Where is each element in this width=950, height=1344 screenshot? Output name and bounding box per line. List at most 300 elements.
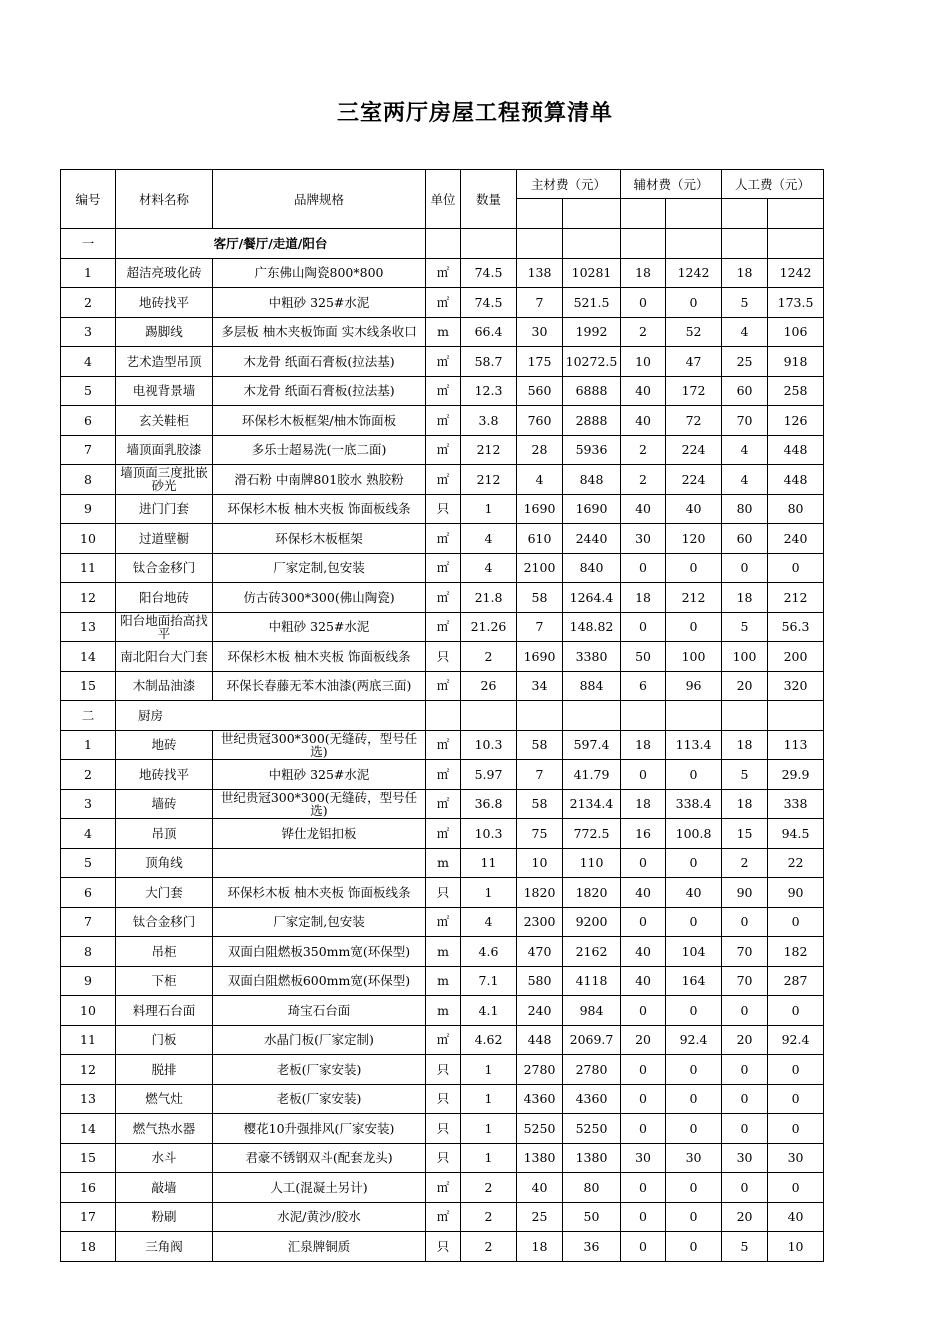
cell-unit: m xyxy=(426,937,461,967)
cell-labor-total: 0 xyxy=(768,996,824,1026)
table-row xyxy=(61,907,824,937)
cell-main-total: 772.5 xyxy=(563,819,621,849)
table-row xyxy=(61,583,824,613)
cell-labor-total: 106 xyxy=(768,317,824,347)
cell-labor-price: 2 xyxy=(722,848,768,878)
cell-main-total: 4118 xyxy=(563,966,621,996)
cell-spec: 厂家定制,包安装 xyxy=(213,907,426,937)
cell-qty: 212 xyxy=(461,465,517,495)
cell-aux-price: 0 xyxy=(621,848,666,878)
cell-main-total: 884 xyxy=(563,671,621,701)
cell-labor-total: 1242 xyxy=(768,258,824,288)
cell-spec: 滑石粉 中南牌801胶水 熟胶粉 xyxy=(213,465,426,495)
cell-aux-total: 96 xyxy=(666,671,722,701)
cell-unit: 只 xyxy=(426,494,461,524)
cell-qty: 5.97 xyxy=(461,760,517,790)
cell-labor-price: 25 xyxy=(722,347,768,377)
cell-aux-total: 40 xyxy=(666,494,722,524)
cell-main-total: 597.4 xyxy=(563,730,621,760)
cell-main-price: 25 xyxy=(517,1202,563,1232)
empty-cell xyxy=(666,229,722,259)
table-row xyxy=(61,1143,824,1173)
table-row xyxy=(61,494,824,524)
cell-aux-total: 0 xyxy=(666,1232,722,1262)
cell-main-price: 610 xyxy=(517,524,563,554)
cell-main-price: 7 xyxy=(517,612,563,642)
section-row xyxy=(61,701,824,731)
cell-qty: 212 xyxy=(461,435,517,465)
cell-main-price: 7 xyxy=(517,760,563,790)
cell-aux-price: 18 xyxy=(621,730,666,760)
cell-labor-total: 173.5 xyxy=(768,288,824,318)
cell-labor-total: 258 xyxy=(768,376,824,406)
cell-labor-total: 240 xyxy=(768,524,824,554)
cell-spec: 世纪贵冠300*300(无缝砖，型号任选) xyxy=(213,730,426,760)
cell-labor-total: 0 xyxy=(768,1055,824,1085)
table-row xyxy=(61,937,824,967)
cell-labor-price: 0 xyxy=(722,907,768,937)
cell-labor-price: 60 xyxy=(722,524,768,554)
cell-aux-total: 47 xyxy=(666,347,722,377)
header-main-total xyxy=(563,199,621,229)
cell-labor-total: 90 xyxy=(768,878,824,908)
cell-material: 大门套 xyxy=(116,878,213,908)
cell-main-price: 34 xyxy=(517,671,563,701)
cell-aux-price: 0 xyxy=(621,760,666,790)
cell-labor-total: 200 xyxy=(768,642,824,672)
cell-aux-price: 0 xyxy=(621,612,666,642)
table-row xyxy=(61,288,824,318)
cell-main-total: 6888 xyxy=(563,376,621,406)
cell-material: 钛合金移门 xyxy=(116,907,213,937)
cell-main-total: 3380 xyxy=(563,642,621,672)
cell-qty: 4 xyxy=(461,524,517,554)
cell-labor-price: 0 xyxy=(722,553,768,583)
cell-aux-total: 100.8 xyxy=(666,819,722,849)
cell-aux-total: 92.4 xyxy=(666,1025,722,1055)
cell-material: 墙砖 xyxy=(116,789,213,819)
cell-spec: 水晶门板(厂家定制) xyxy=(213,1025,426,1055)
cell-labor-price: 5 xyxy=(722,1232,768,1262)
cell-unit: ㎡ xyxy=(426,583,461,613)
cell-spec: 老板(厂家安装) xyxy=(213,1084,426,1114)
cell-aux-price: 0 xyxy=(621,1055,666,1085)
table-row xyxy=(61,1055,824,1085)
cell-material: 南北阳台大门套 xyxy=(116,642,213,672)
cell-unit: 只 xyxy=(426,1055,461,1085)
cell-unit: ㎡ xyxy=(426,819,461,849)
table-row xyxy=(61,1025,824,1055)
cell-main-total: 41.79 xyxy=(563,760,621,790)
cell-main-total: 840 xyxy=(563,553,621,583)
cell-aux-total: 113.4 xyxy=(666,730,722,760)
cell-unit: ㎡ xyxy=(426,612,461,642)
cell-no: 2 xyxy=(61,760,116,790)
cell-qty: 1 xyxy=(461,1114,517,1144)
empty-cell xyxy=(563,229,621,259)
cell-unit: m xyxy=(426,848,461,878)
cell-unit: ㎡ xyxy=(426,347,461,377)
cell-spec: 中粗砂 325#水泥 xyxy=(213,760,426,790)
cell-unit: ㎡ xyxy=(426,1202,461,1232)
cell-main-price: 1380 xyxy=(517,1143,563,1173)
cell-aux-total: 0 xyxy=(666,612,722,642)
cell-main-price: 240 xyxy=(517,996,563,1026)
cell-labor-total: 338 xyxy=(768,789,824,819)
cell-main-total: 36 xyxy=(563,1232,621,1262)
cell-aux-price: 20 xyxy=(621,1025,666,1055)
cell-labor-price: 0 xyxy=(722,1114,768,1144)
cell-aux-price: 0 xyxy=(621,1114,666,1144)
cell-labor-total: 0 xyxy=(768,1084,824,1114)
cell-labor-price: 0 xyxy=(722,996,768,1026)
table-row xyxy=(61,376,824,406)
cell-aux-total: 0 xyxy=(666,1202,722,1232)
empty-cell xyxy=(666,701,722,731)
cell-unit: ㎡ xyxy=(426,465,461,495)
cell-main-total: 110 xyxy=(563,848,621,878)
cell-main-price: 560 xyxy=(517,376,563,406)
cell-aux-price: 2 xyxy=(621,465,666,495)
cell-spec: 人工(混凝土另计) xyxy=(213,1173,426,1203)
cell-unit: ㎡ xyxy=(426,406,461,436)
cell-labor-total: 448 xyxy=(768,465,824,495)
section-title: 客厅/餐厅/走道/阳台 xyxy=(116,229,426,259)
cell-labor-price: 0 xyxy=(722,1055,768,1085)
cell-labor-total: 0 xyxy=(768,553,824,583)
cell-labor-total: 80 xyxy=(768,494,824,524)
cell-labor-price: 18 xyxy=(722,730,768,760)
cell-labor-price: 0 xyxy=(722,1084,768,1114)
cell-qty: 10.3 xyxy=(461,819,517,849)
cell-no: 5 xyxy=(61,376,116,406)
cell-aux-price: 6 xyxy=(621,671,666,701)
header-no: 编号 xyxy=(61,170,116,229)
cell-main-price: 1820 xyxy=(517,878,563,908)
cell-qty: 4.6 xyxy=(461,937,517,967)
cell-unit: ㎡ xyxy=(426,1025,461,1055)
cell-no: 18 xyxy=(61,1232,116,1262)
section-title: 厨房 xyxy=(116,701,426,731)
cell-labor-total: 448 xyxy=(768,435,824,465)
cell-spec: 木龙骨 纸面石膏板(拉法基) xyxy=(213,376,426,406)
cell-spec: 多乐士超易洗(一底二面) xyxy=(213,435,426,465)
cell-aux-total: 0 xyxy=(666,1114,722,1144)
cell-no: 12 xyxy=(61,583,116,613)
cell-aux-price: 40 xyxy=(621,966,666,996)
cell-qty: 1 xyxy=(461,1084,517,1114)
cell-aux-total: 224 xyxy=(666,465,722,495)
cell-main-total: 2780 xyxy=(563,1055,621,1085)
cell-spec: 君豪不锈钢双斗(配套龙头) xyxy=(213,1143,426,1173)
cell-aux-total: 224 xyxy=(666,435,722,465)
cell-spec: 环保杉木板框架 xyxy=(213,524,426,554)
cell-aux-price: 0 xyxy=(621,1084,666,1114)
cell-main-price: 30 xyxy=(517,317,563,347)
cell-main-total: 10272.5 xyxy=(563,347,621,377)
cell-main-price: 58 xyxy=(517,583,563,613)
cell-qty: 4.1 xyxy=(461,996,517,1026)
cell-spec: 水泥/黄沙/胶水 xyxy=(213,1202,426,1232)
cell-qty: 4.62 xyxy=(461,1025,517,1055)
header-material: 材料名称 xyxy=(116,170,213,229)
cell-labor-price: 5 xyxy=(722,288,768,318)
cell-labor-price: 70 xyxy=(722,966,768,996)
cell-unit: ㎡ xyxy=(426,524,461,554)
cell-aux-price: 30 xyxy=(621,524,666,554)
cell-labor-total: 0 xyxy=(768,907,824,937)
empty-cell xyxy=(426,701,461,731)
cell-labor-total: 113 xyxy=(768,730,824,760)
cell-labor-total: 287 xyxy=(768,966,824,996)
cell-aux-total: 0 xyxy=(666,760,722,790)
cell-no: 7 xyxy=(61,907,116,937)
cell-aux-total: 0 xyxy=(666,553,722,583)
cell-aux-total: 0 xyxy=(666,1055,722,1085)
cell-aux-price: 40 xyxy=(621,376,666,406)
cell-qty: 4 xyxy=(461,907,517,937)
cell-no: 3 xyxy=(61,317,116,347)
cell-unit: 只 xyxy=(426,1143,461,1173)
empty-cell xyxy=(563,701,621,731)
cell-spec: 中粗砂 325#水泥 xyxy=(213,288,426,318)
cell-main-total: 50 xyxy=(563,1202,621,1232)
cell-labor-total: 29.9 xyxy=(768,760,824,790)
cell-labor-price: 70 xyxy=(722,406,768,436)
cell-aux-total: 0 xyxy=(666,996,722,1026)
cell-qty: 74.5 xyxy=(461,258,517,288)
cell-material: 艺术造型吊顶 xyxy=(116,347,213,377)
cell-main-price: 18 xyxy=(517,1232,563,1262)
empty-cell xyxy=(722,229,768,259)
cell-main-price: 4 xyxy=(517,465,563,495)
table-row xyxy=(61,878,824,908)
cell-labor-total: 182 xyxy=(768,937,824,967)
cell-spec: 环保杉木板 柚木夹板 饰面板线条 xyxy=(213,494,426,524)
cell-no: 15 xyxy=(61,1143,116,1173)
cell-aux-total: 0 xyxy=(666,907,722,937)
cell-material: 敲墙 xyxy=(116,1173,213,1203)
cell-qty: 7.1 xyxy=(461,966,517,996)
cell-aux-total: 164 xyxy=(666,966,722,996)
cell-main-total: 1264.4 xyxy=(563,583,621,613)
cell-main-price: 4360 xyxy=(517,1084,563,1114)
cell-aux-price: 50 xyxy=(621,642,666,672)
cell-labor-price: 90 xyxy=(722,878,768,908)
cell-labor-price: 15 xyxy=(722,819,768,849)
cell-qty: 3.8 xyxy=(461,406,517,436)
cell-no: 10 xyxy=(61,996,116,1026)
table-row xyxy=(61,1084,824,1114)
cell-labor-total: 92.4 xyxy=(768,1025,824,1055)
table-row xyxy=(61,996,824,1026)
cell-labor-price: 60 xyxy=(722,376,768,406)
cell-aux-total: 52 xyxy=(666,317,722,347)
cell-main-total: 848 xyxy=(563,465,621,495)
cell-no: 14 xyxy=(61,642,116,672)
cell-main-total: 9200 xyxy=(563,907,621,937)
cell-unit: ㎡ xyxy=(426,553,461,583)
table-body xyxy=(61,229,824,1262)
cell-material: 地砖 xyxy=(116,730,213,760)
cell-spec: 广东佛山陶瓷800*800 xyxy=(213,258,426,288)
cell-aux-total: 212 xyxy=(666,583,722,613)
cell-labor-price: 18 xyxy=(722,583,768,613)
cell-aux-price: 18 xyxy=(621,583,666,613)
empty-cell xyxy=(517,701,563,731)
cell-qty: 1 xyxy=(461,1055,517,1085)
cell-no: 11 xyxy=(61,553,116,583)
header-main-cost: 主材费（元） xyxy=(517,170,621,199)
cell-main-total: 148.82 xyxy=(563,612,621,642)
cell-aux-total: 338.4 xyxy=(666,789,722,819)
cell-no: 12 xyxy=(61,1055,116,1085)
cell-main-price: 5250 xyxy=(517,1114,563,1144)
cell-qty: 10.3 xyxy=(461,730,517,760)
cell-labor-total: 212 xyxy=(768,583,824,613)
cell-labor-price: 20 xyxy=(722,1025,768,1055)
cell-material: 进门门套 xyxy=(116,494,213,524)
cell-main-total: 521.5 xyxy=(563,288,621,318)
table-row xyxy=(61,435,824,465)
cell-main-price: 2100 xyxy=(517,553,563,583)
header-aux-price xyxy=(621,199,666,229)
cell-main-total: 10281 xyxy=(563,258,621,288)
cell-main-total: 1690 xyxy=(563,494,621,524)
empty-cell xyxy=(621,701,666,731)
cell-material: 粉刷 xyxy=(116,1202,213,1232)
cell-unit: ㎡ xyxy=(426,730,461,760)
cell-labor-price: 80 xyxy=(722,494,768,524)
cell-no: 8 xyxy=(61,465,116,495)
cell-labor-total: 30 xyxy=(768,1143,824,1173)
cell-aux-price: 18 xyxy=(621,258,666,288)
empty-cell xyxy=(426,229,461,259)
cell-labor-price: 4 xyxy=(722,465,768,495)
cell-labor-price: 5 xyxy=(722,760,768,790)
cell-spec: 仿古砖300*300(佛山陶瓷) xyxy=(213,583,426,613)
cell-material: 料理石台面 xyxy=(116,996,213,1026)
cell-unit: 只 xyxy=(426,1232,461,1262)
cell-no: 10 xyxy=(61,524,116,554)
cell-aux-price: 40 xyxy=(621,937,666,967)
cell-labor-total: 56.3 xyxy=(768,612,824,642)
cell-unit: m xyxy=(426,317,461,347)
cell-no: 9 xyxy=(61,966,116,996)
cell-no: 2 xyxy=(61,288,116,318)
empty-cell xyxy=(621,229,666,259)
cell-qty: 1 xyxy=(461,494,517,524)
cell-no: 11 xyxy=(61,1025,116,1055)
cell-spec: 多层板 柚木夹板饰面 实木线条收口 xyxy=(213,317,426,347)
cell-aux-total: 72 xyxy=(666,406,722,436)
table-row xyxy=(61,671,824,701)
table-row xyxy=(61,789,824,819)
section-number: 一 xyxy=(61,229,116,259)
cell-spec: 世纪贵冠300*300(无缝砖，型号任选) xyxy=(213,789,426,819)
cell-material: 三角阀 xyxy=(116,1232,213,1262)
cell-material: 墙顶面乳胶漆 xyxy=(116,435,213,465)
cell-qty: 58.7 xyxy=(461,347,517,377)
cell-main-price: 1690 xyxy=(517,494,563,524)
cell-main-total: 5936 xyxy=(563,435,621,465)
cell-aux-price: 0 xyxy=(621,1232,666,1262)
cell-main-total: 1380 xyxy=(563,1143,621,1173)
cell-aux-price: 0 xyxy=(621,288,666,318)
cell-no: 14 xyxy=(61,1114,116,1144)
cell-spec: 环保杉木板 柚木夹板 饰面板线条 xyxy=(213,642,426,672)
empty-cell xyxy=(768,701,824,731)
cell-spec xyxy=(213,848,426,878)
cell-main-price: 580 xyxy=(517,966,563,996)
cell-main-total: 2440 xyxy=(563,524,621,554)
cell-no: 7 xyxy=(61,435,116,465)
cell-labor-price: 4 xyxy=(722,435,768,465)
cell-aux-total: 100 xyxy=(666,642,722,672)
cell-unit: 只 xyxy=(426,642,461,672)
cell-material: 吊柜 xyxy=(116,937,213,967)
cell-aux-price: 40 xyxy=(621,406,666,436)
empty-cell xyxy=(461,701,517,731)
cell-no: 3 xyxy=(61,789,116,819)
cell-material: 钛合金移门 xyxy=(116,553,213,583)
cell-spec: 汇泉牌铜质 xyxy=(213,1232,426,1262)
cell-main-price: 7 xyxy=(517,288,563,318)
empty-cell xyxy=(461,229,517,259)
cell-material: 阳台地面抬高找平 xyxy=(116,612,213,642)
cell-labor-price: 18 xyxy=(722,789,768,819)
cell-main-price: 1690 xyxy=(517,642,563,672)
cell-no: 13 xyxy=(61,612,116,642)
cell-main-price: 40 xyxy=(517,1173,563,1203)
cell-material: 下柜 xyxy=(116,966,213,996)
cell-labor-price: 100 xyxy=(722,642,768,672)
cell-no: 6 xyxy=(61,406,116,436)
page-title: 三室两厅房屋工程预算清单 xyxy=(336,100,613,126)
table-row xyxy=(61,1114,824,1144)
header-labor-price xyxy=(722,199,768,229)
cell-qty: 2 xyxy=(461,642,517,672)
cell-main-total: 984 xyxy=(563,996,621,1026)
cell-spec: 厂家定制,包安装 xyxy=(213,553,426,583)
cell-material: 水斗 xyxy=(116,1143,213,1173)
cell-labor-price: 20 xyxy=(722,1202,768,1232)
cell-main-price: 138 xyxy=(517,258,563,288)
cell-qty: 1 xyxy=(461,878,517,908)
cell-aux-total: 172 xyxy=(666,376,722,406)
cell-aux-price: 0 xyxy=(621,1173,666,1203)
cell-labor-total: 0 xyxy=(768,1114,824,1144)
cell-main-price: 470 xyxy=(517,937,563,967)
cell-qty: 2 xyxy=(461,1202,517,1232)
cell-unit: m xyxy=(426,966,461,996)
cell-qty: 2 xyxy=(461,1173,517,1203)
header-spec: 品牌规格 xyxy=(213,170,426,229)
cell-aux-price: 10 xyxy=(621,347,666,377)
cell-main-total: 4360 xyxy=(563,1084,621,1114)
cell-spec: 樱花10升强排风(厂家安装) xyxy=(213,1114,426,1144)
cell-material: 踢脚线 xyxy=(116,317,213,347)
cell-qty: 11 xyxy=(461,848,517,878)
header-labor-cost: 人工费（元） xyxy=(722,170,824,199)
cell-aux-total: 0 xyxy=(666,848,722,878)
header-aux-total xyxy=(666,199,722,229)
cell-material: 墙顶面三度批嵌 砂光 xyxy=(116,465,213,495)
cell-aux-price: 16 xyxy=(621,819,666,849)
cell-no: 4 xyxy=(61,347,116,377)
budget-table xyxy=(60,169,824,1262)
cell-labor-total: 40 xyxy=(768,1202,824,1232)
